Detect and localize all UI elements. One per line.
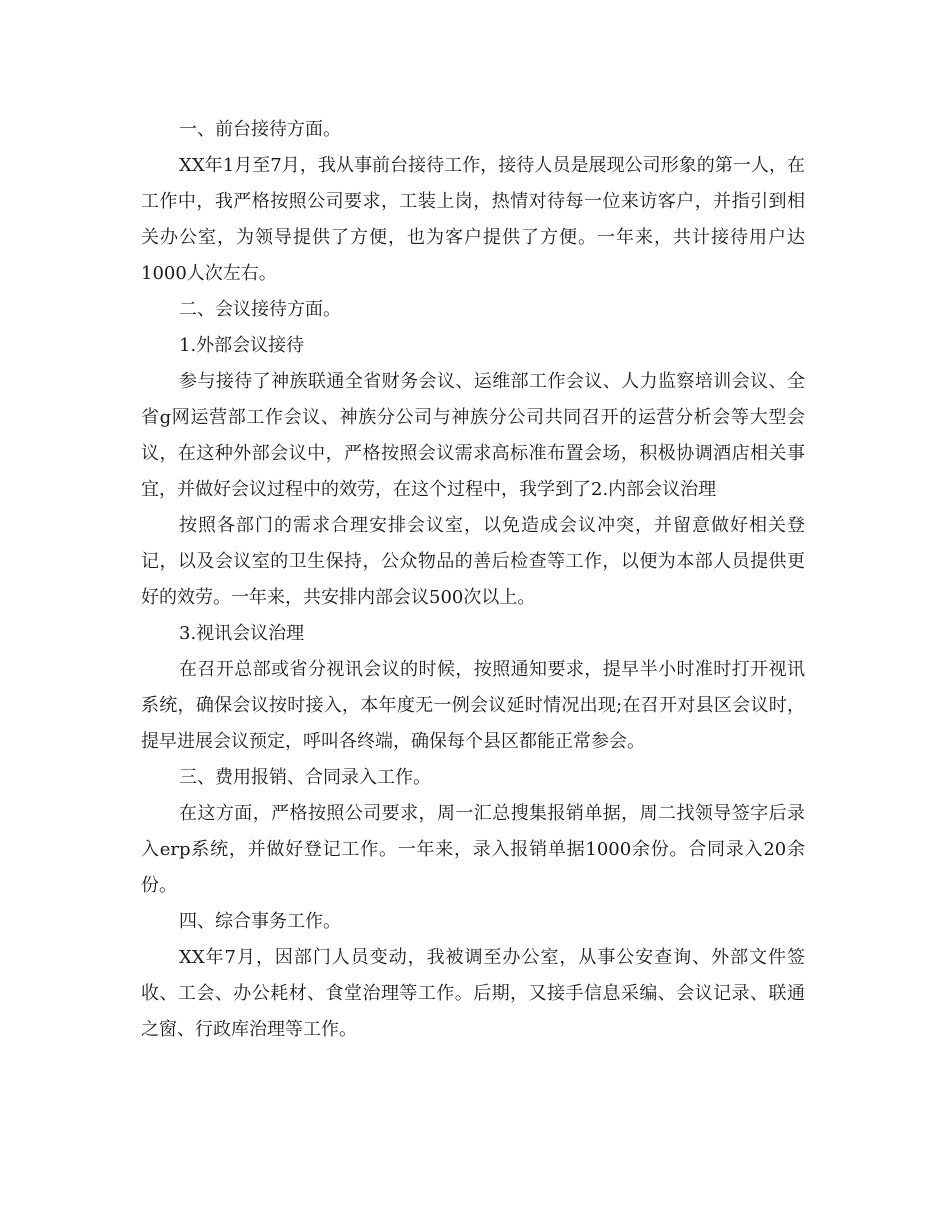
paragraph-general-affairs: XX年7月，因部门人员变动，我被调至办公室，从事公安查询、外部文件签收、工会、办公耗材、食堂治理等工作。后期，又接手信息采编、会议记录、联通之窗、行政库治理等工作。 (141, 947, 805, 1040)
document-body (141, 112, 805, 1048)
paragraph-internal-meetings: 按照各部门的需求合理安排会议室，以免造成会议冲突，并留意做好相关登记，以及会议室的卫生保持，公众物品的善后检查等工作，以便为本部人员提供更好的效劳。一年来，共安排内部会议500次以上。 (141, 515, 805, 608)
section-heading-general-affairs: 四、综合事务工作。 (179, 911, 341, 932)
subheading-video-meetings: 3.视讯会议治理 (179, 623, 305, 644)
paragraph-expenses: 在这方面，严格按照公司要求，周一汇总搜集报销单据，周二找领导签字后录入erp系统，并做好登记工作。一年来，录入报销单据1000余份。合同录入20余份。 (141, 803, 805, 896)
section-heading-meetings: 二、会议接待方面。 (179, 299, 341, 320)
paragraph-external-meetings: 参与接待了神族联通全省财务会议、运维部工作会议、人力监察培训会议、全省g网运营部工作会议、神族分公司与神族分公司共同召开的运营分析会等大型会议，在这种外部会议中，严格按照会议需求高标准布置会场，积极协调酒店相关事宜，并做好会议过程中的效劳，在这个过程中，我学到了2.内部会议治理 (141, 371, 805, 500)
paragraph-video-meetings: 在召开总部或省分视讯会议的时候，按照通知要求，提早半小时准时打开视讯系统，确保会议按时接入，本年度无一例会议延时情况出现;在召开对县区会议时，提早进展会议预定，呼叫各终端，确保每个县区都能正常参会。 (141, 659, 805, 752)
paragraph-reception: XX年1月至7月，我从事前台接待工作，接待人员是展现公司形象的第一人，在工作中，我严格按照公司要求，工装上岗，热情对待每一位来访客户，并指引到相关办公室，为领导提供了方便，也为客户提供了方便。一年来，共计接待用户达1000人次左右。 (141, 155, 805, 284)
section-heading-reception: 一、前台接待方面。 (179, 119, 341, 140)
subheading-external-meetings: 1.外部会议接待 (179, 335, 305, 356)
section-heading-expenses: 三、费用报销、合同录入工作。 (179, 767, 431, 788)
